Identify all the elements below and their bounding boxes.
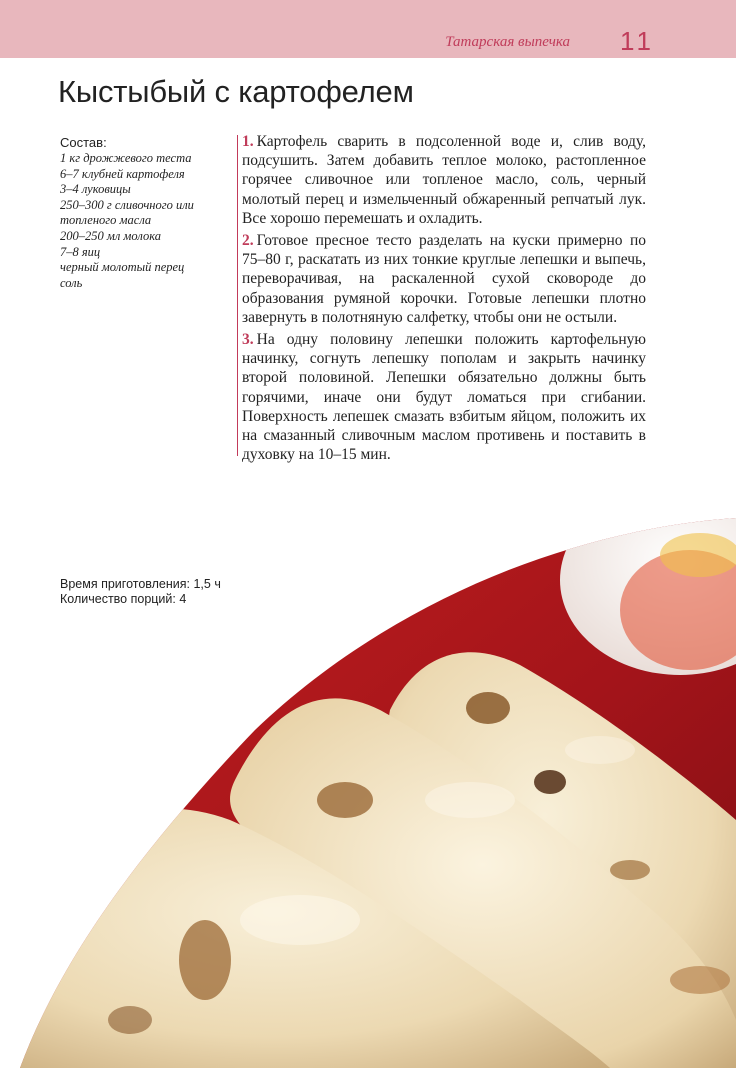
ingredient-item: черный молотый перец [60,260,185,275]
step-3 [242,330,646,464]
ingredient-item: 200–250 мл молока [60,228,161,243]
ingredient-item: 7–8 яиц [60,244,101,259]
ingredient-item: 1 кг дрожжевого теста [60,151,192,165]
step-2 [242,231,646,327]
step-number: 1. [242,133,254,150]
step-text: Картофель сварить в подсоленной воде и, слив воду, подсушить. Затем добавить теплое молоко, растопленное горячее сливочное или топленое масло, соль, черный молотый перец и измельченный обжаренный репчатый лук. Все хорошо перемешать и охладить. [242,133,646,227]
column-divider [237,135,238,456]
ingredient-item: соль [60,275,83,290]
page-number: 11 [620,26,655,56]
step-number: 2. [242,232,254,250]
step-text: На одну половину лепешки положить картофельную начинку, согнуть лепешку пополам и закрыть начинку второй половиной. Лепешки обязательно должны быть горячими, иначе они будут ломаться при сгибании. Поверхность лепешек смазать взбитым яйцом, положить их на смазанный сливочным маслом противень и поставить в духовку на 10–15 мин. [242,331,646,464]
step-text: Готовое пресное тесто разделать на куски примерно по 75–80 г, раскатать из них тонкие круглые лепешки и выпечь, переворачивая, на раскаленной сухой сковороде до образования румяной корочки. Готовые лепешки плотно завернуть в полотняную салфетку, чтобы они не остыли. [242,232,646,326]
food-photo [0,460,736,1068]
ingredients-label: Состав: [60,135,107,150]
cook-time: Время приготовления: 1,5 ч [60,577,221,591]
servings: Количество порций: 4 [60,591,187,606]
step-1 [242,132,646,228]
recipe-title: Кыстыбый с картофелем [58,74,414,109]
ingredient-item: 3–4 луковицы [60,182,131,197]
recipe-steps [242,132,646,467]
ingredient-item: 6–7 клубней картофеля [60,166,185,181]
ingredients-block [60,135,230,291]
section-title: Татарская выпечка [445,34,570,50]
ingredient-item: 250–300 г сливочного или топленого масла [60,197,194,228]
step-number: 3. [242,331,254,349]
ingredients-list [60,151,230,291]
